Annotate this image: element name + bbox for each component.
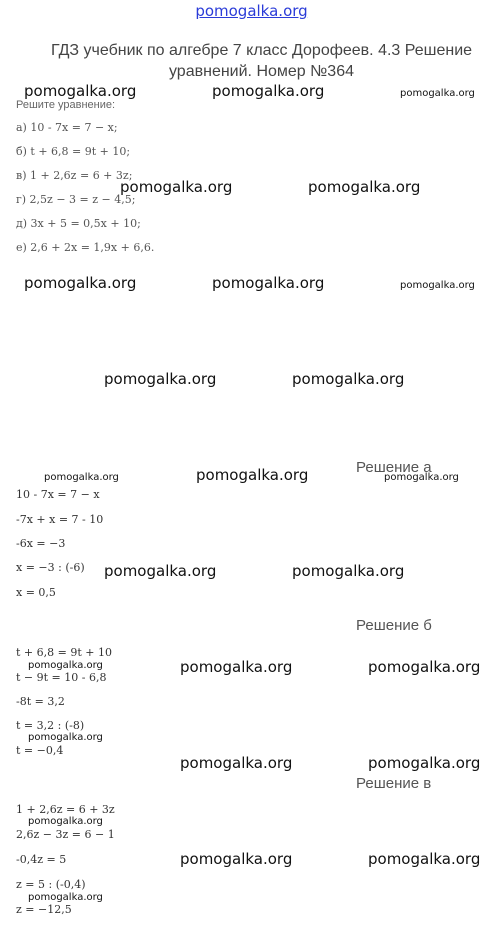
watermark: pomogalka.org (384, 472, 459, 483)
task-item: в) 1 + 2,6z = 6 + 3z; (16, 169, 133, 182)
watermark: pomogalka.org (400, 280, 475, 291)
solution-step: -7x + x = 7 - 10 (16, 513, 104, 526)
watermark: pomogalka.org (104, 562, 217, 580)
watermark: pomogalka.org (28, 892, 103, 903)
watermark: pomogalka.org (24, 82, 137, 100)
watermark: pomogalka.org (400, 88, 475, 99)
site-link[interactable]: pomogalka.org (195, 2, 308, 20)
solution-step: -8t = 3,2 (16, 695, 65, 708)
watermark: pomogalka.org (180, 658, 293, 676)
watermark: pomogalka.org (368, 850, 481, 868)
watermark: pomogalka.org (292, 370, 405, 388)
solution-step: x = −3 : (-6) (16, 561, 85, 574)
watermark: pomogalka.org (368, 754, 481, 772)
solution-step: t + 6,8 = 9t + 10 (16, 646, 112, 659)
watermark: pomogalka.org (180, 850, 293, 868)
watermark: pomogalka.org (180, 754, 293, 772)
watermark: pomogalka.org (212, 82, 325, 100)
solution-step: -6x = −3 (16, 537, 66, 550)
watermark: pomogalka.org (24, 274, 137, 292)
solution-step: 10 - 7x = 7 − x (16, 488, 100, 501)
solution-step: x = 0,5 (16, 586, 56, 599)
solution-step: z = −12,5 (16, 903, 72, 916)
watermark: pomogalka.org (120, 178, 233, 196)
page-title: ГДЗ учебник по алгебре 7 класс Дорофеев. 4.3 Решение уравнений. Номер №364 (50, 42, 473, 80)
solution-step: t = −0,4 (16, 744, 64, 757)
solution-step: 1 + 2,6z = 6 + 3z (16, 803, 115, 816)
watermark: pomogalka.org (368, 658, 481, 676)
watermark: pomogalka.org (44, 472, 119, 483)
watermark: pomogalka.org (196, 466, 309, 484)
solution-heading: Решение а (356, 459, 432, 476)
watermark: pomogalka.org (28, 660, 103, 671)
solution-step: 2,6z − 3z = 6 − 1 (16, 828, 115, 841)
watermark: pomogalka.org (28, 816, 103, 827)
watermark: pomogalka.org (28, 732, 103, 743)
task-item: б) t + 6,8 = 9t + 10; (16, 145, 131, 158)
solution-step: t = 3,2 : (-8) (16, 719, 85, 732)
task-item: е) 2,6 + 2x = 1,9x + 6,6. (16, 241, 155, 254)
task-item: г) 2,5z − 3 = z − 4,5; (16, 193, 136, 206)
solution-step: z = 5 : (-0,4) (16, 878, 86, 891)
solution-heading: Решение б (356, 617, 432, 634)
watermark: pomogalka.org (292, 562, 405, 580)
solution-heading: Решение в (356, 775, 432, 792)
problem-instruction: Решите уравнение: (16, 99, 116, 111)
watermark: pomogalka.org (308, 178, 421, 196)
watermark: pomogalka.org (104, 370, 217, 388)
solution-step: t − 9t = 10 - 6,8 (16, 671, 107, 684)
task-item: д) 3x + 5 = 0,5x + 10; (16, 217, 141, 230)
watermark: pomogalka.org (212, 274, 325, 292)
task-item: а) 10 - 7x = 7 − x; (16, 121, 118, 134)
solution-step: -0,4z = 5 (16, 853, 67, 866)
